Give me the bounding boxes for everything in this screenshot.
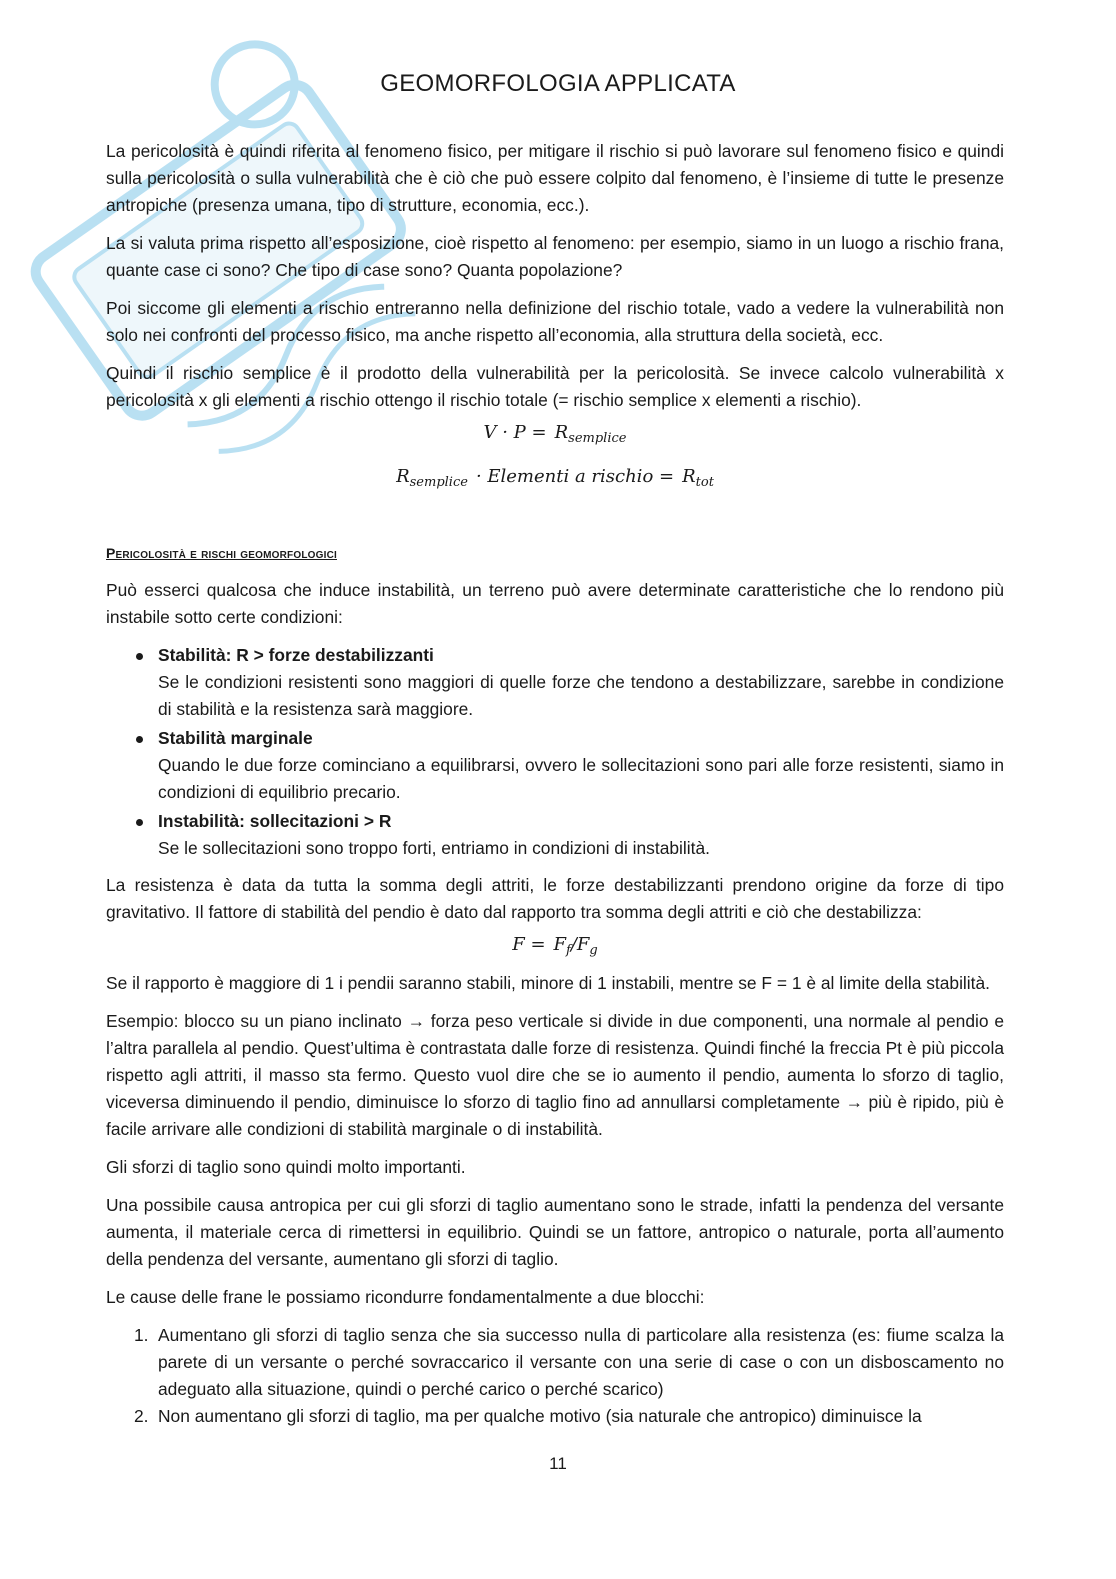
formula-sub-g: g bbox=[589, 943, 598, 958]
formula-ff: F bbox=[553, 934, 567, 955]
list-number: 2. bbox=[134, 1406, 149, 1426]
page-number: 11 bbox=[549, 1454, 567, 1473]
list-text: Non aumentano gli sforzi di taglio, ma per qualche motivo (sia naturale che antropico) diminuisce la bbox=[158, 1406, 922, 1426]
formula-r: R bbox=[396, 466, 410, 487]
list-number: 1. bbox=[134, 1325, 149, 1345]
formula-sub-f: f bbox=[566, 943, 571, 958]
formula-sub: semplice bbox=[568, 431, 627, 446]
bullet-title: Instabilità: sollecitazioni > R bbox=[158, 811, 392, 831]
bullet-text: Se le sollecitazioni sono troppo forti, entriamo in condizioni di instabilità. bbox=[158, 838, 710, 858]
list-item bbox=[106, 642, 1004, 723]
formula-sub: semplice bbox=[409, 475, 468, 490]
list-item bbox=[106, 1322, 1004, 1403]
formula-lhs: F = bbox=[512, 934, 546, 955]
paragraph: Gli sforzi di taglio sono quindi molto importanti. bbox=[106, 1157, 466, 1177]
list-item bbox=[106, 808, 1004, 862]
paragraph: Le cause delle frane le possiamo ricondurre fondamentalmente a due blocchi: bbox=[106, 1287, 705, 1307]
list-item bbox=[106, 1403, 1004, 1430]
formula-mid: · Elementi a rischio = bbox=[475, 466, 675, 487]
paragraph: Una possibile causa antropica per cui gli sforzi di taglio aumentano sono le strade, infatti la pendenza del versante aumenta, il materiale cerca di rimettersi in equilibrio. Quindi se un fattore, antropico o naturale, porta all’aumento della pendenza del versante, aumentano gli sforzi di taglio. bbox=[106, 1195, 1004, 1269]
stability-list bbox=[106, 642, 1004, 862]
paragraph: Esempio: blocco su un piano inclinato → forza peso verticale si divide in due componenti, una normale al pendio e l’altra parallela al pendio. Quest’ultima è contrastata dalle forze di resistenza. Quindi finché la freccia Pt è più piccola rispetto agli attriti, il masso sta fermo. Questo vuol dire che se io aumento il pendio, aumenta lo sforzo di taglio, viceversa diminuendo il pendio, diminuisce lo sforzo di taglio fino ad annullarsi completamente → più è ripido, più è facile arrivare alle condizioni di stabilità marginale o di instabilità. bbox=[106, 1011, 1004, 1139]
formula-fattore-stabilita bbox=[106, 926, 1004, 970]
formula-fg: F bbox=[576, 934, 590, 955]
paragraph: La pericolosità è quindi riferita al fenomeno fisico, per mitigare il rischio si può lavorare sul fenomeno fisico e quindi sulla pericolosità o sulla vulnerabilità che è ciò che può essere colpito dal fenomeno, è l’insieme di tutte le presenze antropiche (presenza umana, tipo di strutture, economia, ecc.). bbox=[106, 141, 1004, 215]
formula-slash: / bbox=[570, 934, 577, 955]
paragraph: La resistenza è data da tutta la somma degli attriti, le forze destabilizzanti prendono origine da forze di tipo gravitativo. Il fattore di stabilità del pendio è dato dal rapporto tra somma degli attriti e ciò che destabilizza: bbox=[106, 875, 1004, 922]
bullet-title: Stabilità: R > forze destabilizzanti bbox=[158, 645, 434, 665]
formula-lhs: V · P = bbox=[483, 422, 547, 443]
bullet-text: Se le condizioni resistenti sono maggiori di quelle forze che tendono a destabilizzare, sarebbe in condizione di stabilità e la resistenza sarà maggiore. bbox=[158, 672, 1004, 719]
paragraph: Poi siccome gli elementi a rischio entreranno nella definizione del rischio totale, vado a vedere la vulnerabilità non solo nei confronti del processo fisico, ma anche rispetto all’economia, alla struttura della società, ecc. bbox=[106, 298, 1004, 345]
paragraph: Può esserci qualcosa che induce instabilità, un terreno può avere determinate caratteristiche che lo rendono più instabile sotto certe condizioni: bbox=[106, 580, 1004, 627]
document-body bbox=[106, 138, 1004, 1430]
formula-r-tot: R bbox=[682, 466, 696, 487]
list-text: Aumentano gli sforzi di taglio senza che sia successo nulla di particolare alla resistenza (es: fiume scalza la parete di un versante o perché sovraccarico il versante con una serie di case o con un disboscamento no adeguato alla situazione, quindi o perché carico o perché scarico) bbox=[158, 1325, 1004, 1399]
formula-sub-tot: tot bbox=[695, 475, 714, 490]
list-item bbox=[106, 725, 1004, 806]
causes-list bbox=[106, 1322, 1004, 1430]
paragraph: La si valuta prima rispetto all’esposizione, cioè rispetto al fenomeno: per esempio, siamo in un luogo a rischio frana, quante case ci sono? Che tipo di case sono? Quanta popolazione? bbox=[106, 233, 1004, 280]
formula-rischio-totale bbox=[106, 458, 1004, 502]
page-title: GEOMORFOLOGIA APPLICATA bbox=[380, 70, 736, 97]
formula-rischio-semplice bbox=[106, 414, 1004, 458]
paragraph: Se il rapporto è maggiore di 1 i pendii saranno stabili, minore di 1 instabili, mentre se F = 1 è al limite della stabilità. bbox=[106, 973, 990, 993]
bullet-text: Quando le due forze cominciano a equilibrarsi, ovvero le sollecitazioni sono pari alle forze resistenti, siamo in condizioni di equilibrio precario. bbox=[158, 755, 1004, 802]
formula-r: R bbox=[554, 422, 569, 443]
bullet-title: Stabilità marginale bbox=[158, 728, 313, 748]
paragraph: Quindi il rischio semplice è il prodotto della vulnerabilità per la pericolosità. Se invece calcolo vulnerabilità x pericolosità x gli elementi a rischio ottengo il rischio totale (= rischio semplice x elementi a rischio). bbox=[106, 363, 1004, 410]
section-heading: Pericolosità e rischi geomorfologici bbox=[106, 545, 337, 561]
